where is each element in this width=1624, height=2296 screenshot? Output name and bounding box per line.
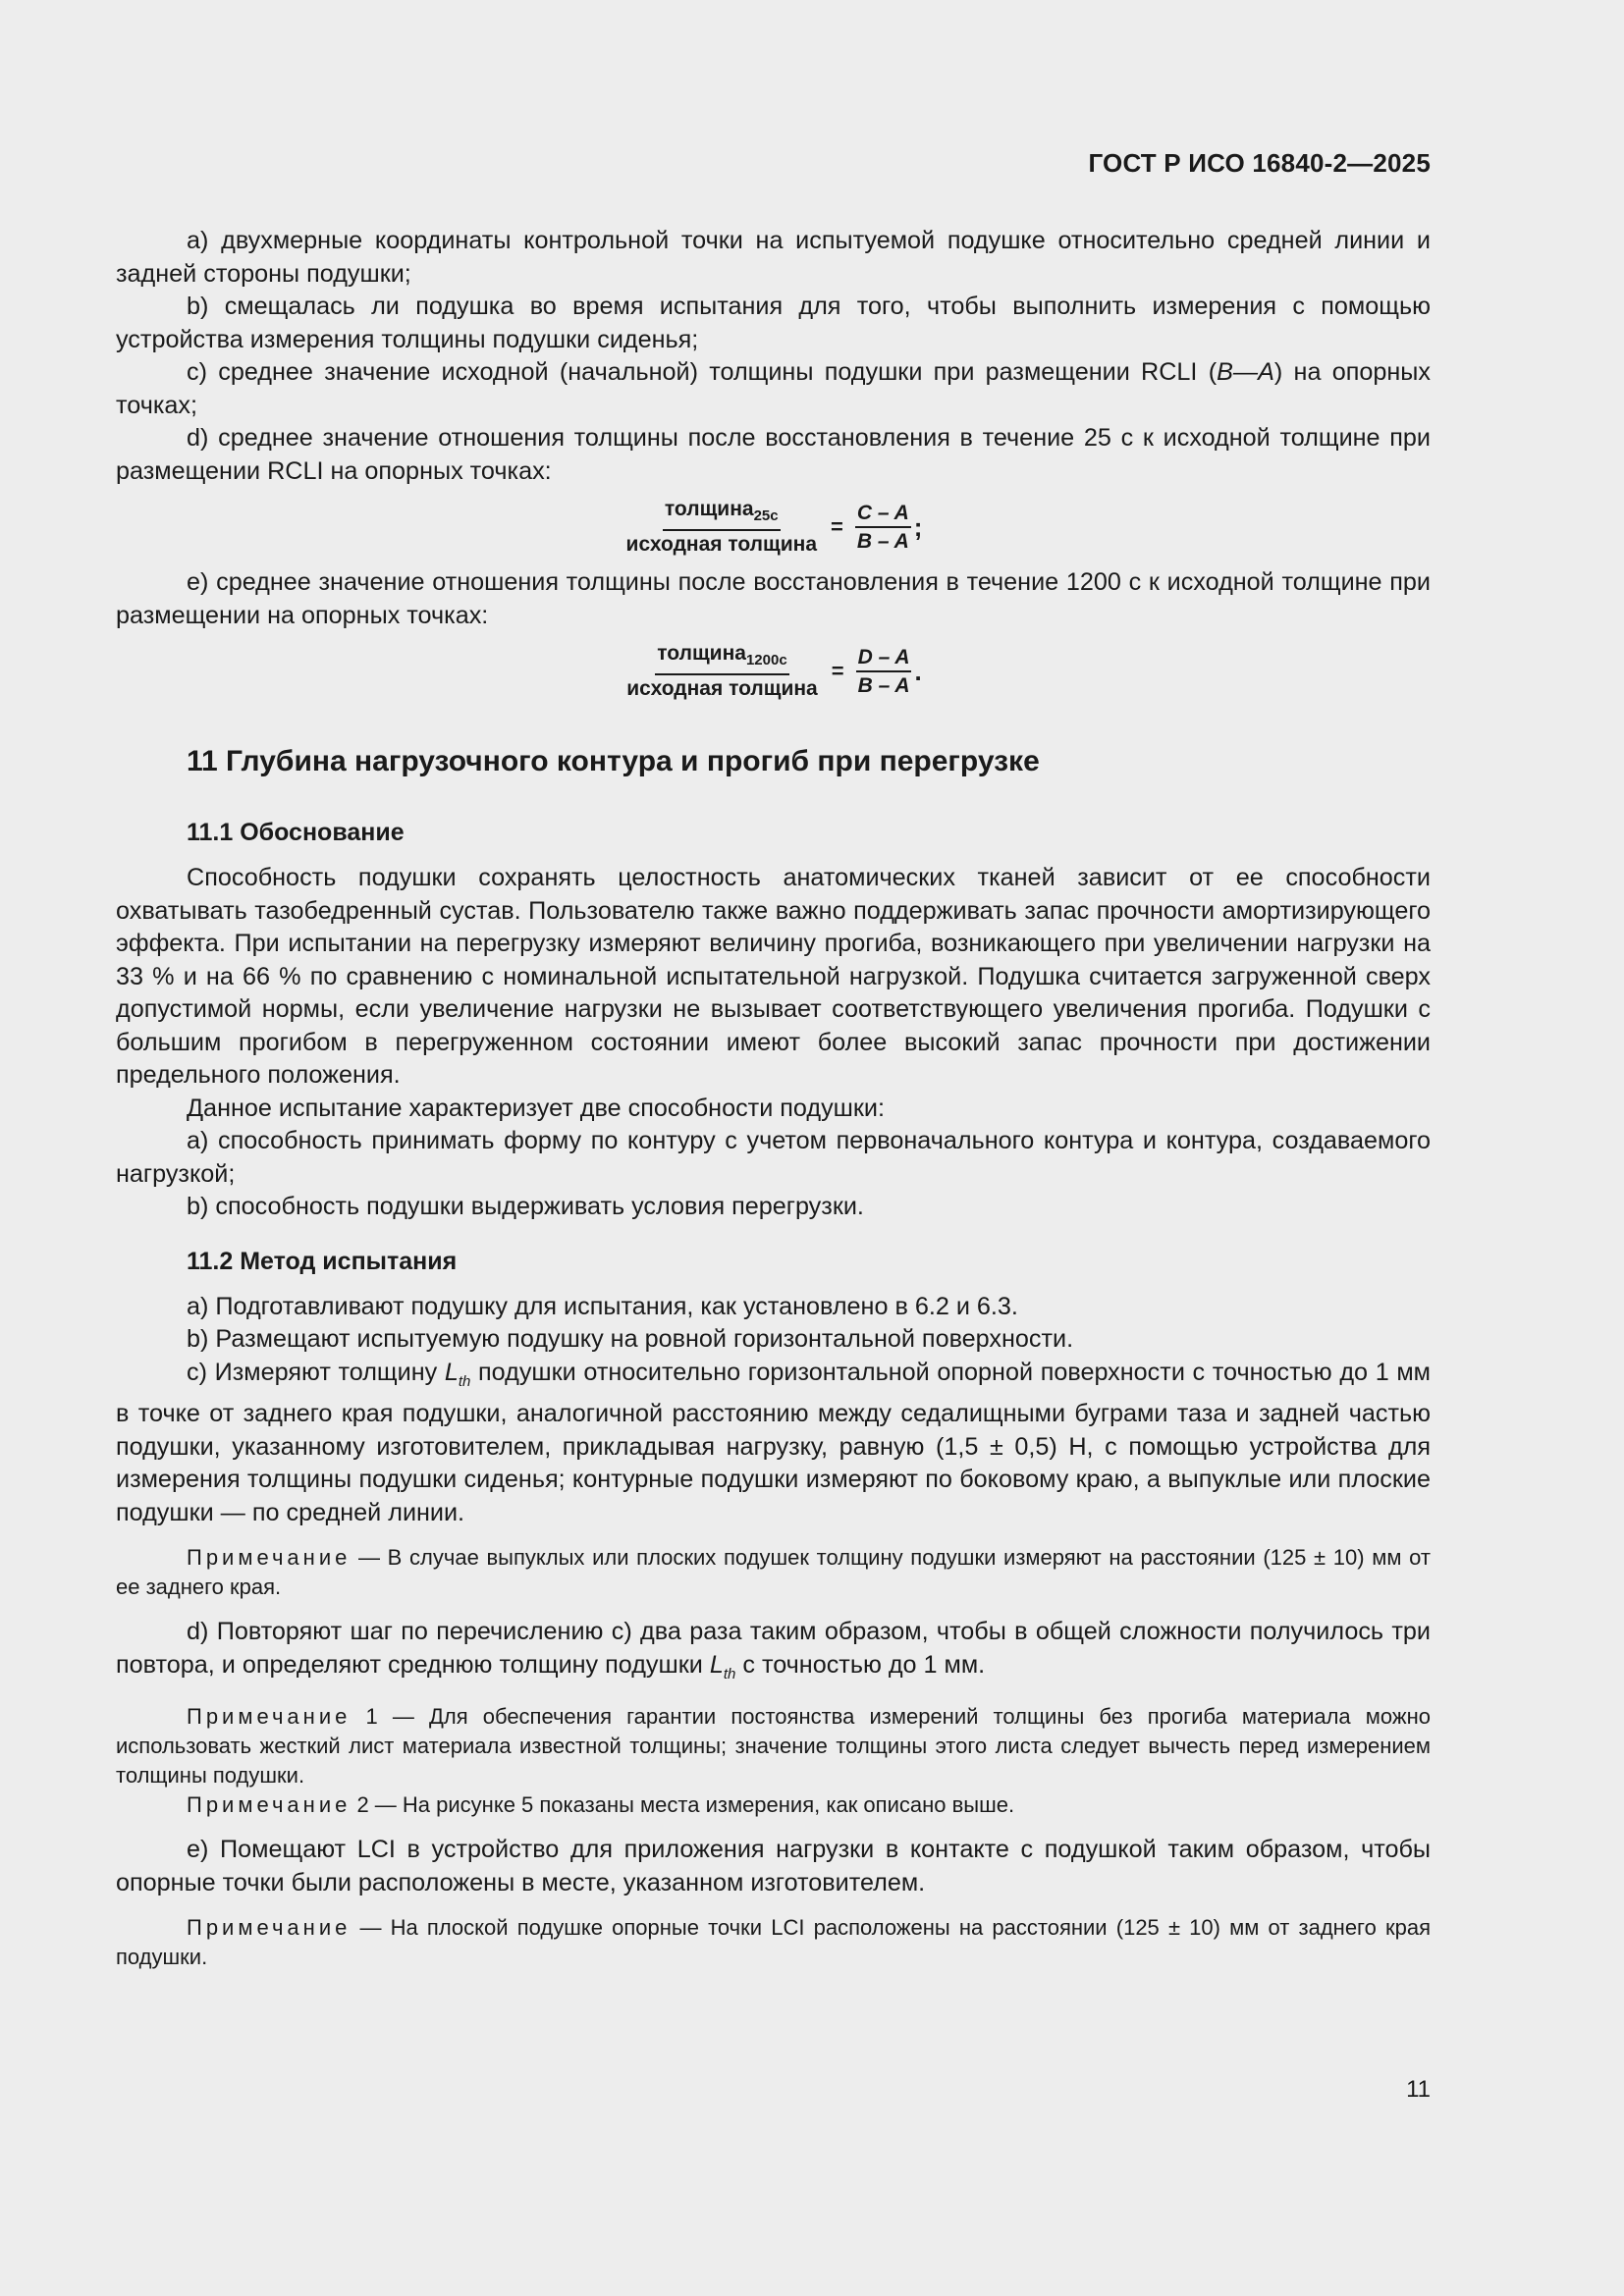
list-item-d: d) среднее значение отношения толщины после восстановления в течение 25 с к исходной толщине при размещении RCLI на опорных точках:: [116, 424, 1431, 485]
formula-rhs-fraction: $\frac{C - A}{B - A}$: [856, 501, 909, 553]
rationale-paragraph: Способность подушки сохранять целостность анатомических тканей зависит от ее способности охватывать тазобедренный сустав. Пользователю также важно поддерживать запас прочности амортизирующего эффекта. При испытании на перегрузку измеряют величину прогиба, возникающего при увеличении нагрузки на 33 % и на 66 % по сравнению с номинальной испытательной нагрузкой. Подушка считается загруженной сверх допустимой нормы, если увеличение нагрузки не вызывает соответствующего увеличения прогиба. Подушки с большим прогибом в перегруженном состоянии имеют более высокий запас прочности при достижении предельного положения.: [116, 864, 1431, 1090]
list-item-e: е) среднее значение отношения толщины после восстановления в течение 1200 с к исходной толщине при размещении на опорных точках:: [116, 568, 1431, 629]
method-step-d: d) Повторяют шаг по перечислению c) два раза таким образом, чтобы в общей сложности получилось три повтора, и определяют среднюю толщину подушки $L_{th}$ с точностью до 1 мм.: [116, 1618, 1431, 1682]
note-step-e: Примечание — На плоской подушке опорные точки LCI расположены на расстоянии (125 ± 10) мм от заднего края подушки.: [116, 1915, 1431, 1970]
method-step-c: c) Измеряют толщину $L_{th}$ подушки относительно горизонтальной опорной поверхности с точностью до 1 мм в точке от заднего края подушки, аналогичной расстоянию между седалищными буграми таза и задней частью подушки, указанному изготовителем, прикладывая нагрузку, равную (1,5 ± 0,5) Н, с помощью устройства для измерения толщины подушки сиденья; контурные подушки измеряют по боковому краю, а выпуклые или плоские подушки — по средней линии.: [116, 1358, 1431, 1526]
list-item-b: b) смещалась ли подушка во время испытания для того, чтобы выполнить измерения с помощью устройства измерения толщины подушки сиденья;: [116, 293, 1431, 353]
formula-lhs-fraction: $\frac{толщина_{1200с}}{\text{исходная толщина}}$: [626, 642, 818, 701]
document-header: ГОСТ Р ИСО 16840-2—2025: [1088, 148, 1431, 178]
note-2-step-d: Примечание 2 — На рисунке 5 показаны места измерения, как описано выше.: [187, 1792, 1015, 1818]
formula-lhs-fraction: $\frac{толщина_{25с}}{\text{исходная толщина}}$: [625, 498, 817, 557]
list-item-c: c) среднее значение исходной (начальной) толщины подушки при размещении RCLI (B—A) на опорных точках;: [116, 358, 1431, 419]
method-step-e: е) Помещают LCI в устройство для приложения нагрузки в контакте с подушкой таким образом, чтобы опорные точки были расположены в месте, указанном изготовителем.: [116, 1836, 1431, 1896]
note-1-step-d: Примечание 1 — Для обеспечения гарантии постоянства измерений толщины без прогиба материала можно использовать жесткий лист материала известной толщины; значение толщины этого листа следует вычесть перед измерением толщины подушки.: [116, 1704, 1431, 1789]
formula-25s: $\frac{толщина_{25с}}{\text{исходная толщина}}$ = $\frac{C - A}{B - A}$ ;: [625, 498, 923, 557]
note-step-c: Примечание — В случае выпуклых или плоских подушек толщину подушки измеряют на расстоянии (125 ± 10) мм от ее заднего края.: [116, 1545, 1431, 1600]
section-11-1-heading: 11.1 Обоснование: [187, 819, 405, 847]
page-number: 11: [1406, 2076, 1431, 2103]
formula-rhs-fraction: $\frac{D - A}{B - A}$: [857, 645, 910, 697]
section-11-2-heading: 11.2 Метод испытания: [187, 1247, 458, 1275]
capability-a: а) способность принимать форму по контуру с учетом первоначального контура и контура, создаваемого нагрузкой;: [116, 1127, 1431, 1188]
section-11-heading: 11 Глубина нагрузочного контура и прогиб при перегрузке: [187, 745, 1040, 778]
rationale-intro: Данное испытание характеризует две способности подушки:: [187, 1094, 885, 1122]
capability-b: b) способность подушки выдерживать условия перегрузки.: [187, 1193, 864, 1221]
method-step-a: а) Подготавливают подушку для испытания, как установлено в 6.2 и 6.3.: [187, 1292, 1018, 1320]
method-step-b: b) Размещают испытуемую подушку на ровной горизонтальной поверхности.: [187, 1325, 1074, 1354]
document-body: [116, 225, 1431, 1972]
formula-1200s: $\frac{толщина_{1200с}}{\text{исходная толщина}}$ = $\frac{D - A}{B - A}$ .: [626, 642, 922, 701]
list-item-a: а) двухмерные координаты контрольной точки на испытуемой подушке относительно средней линии и задней стороны подушки;: [116, 227, 1431, 288]
